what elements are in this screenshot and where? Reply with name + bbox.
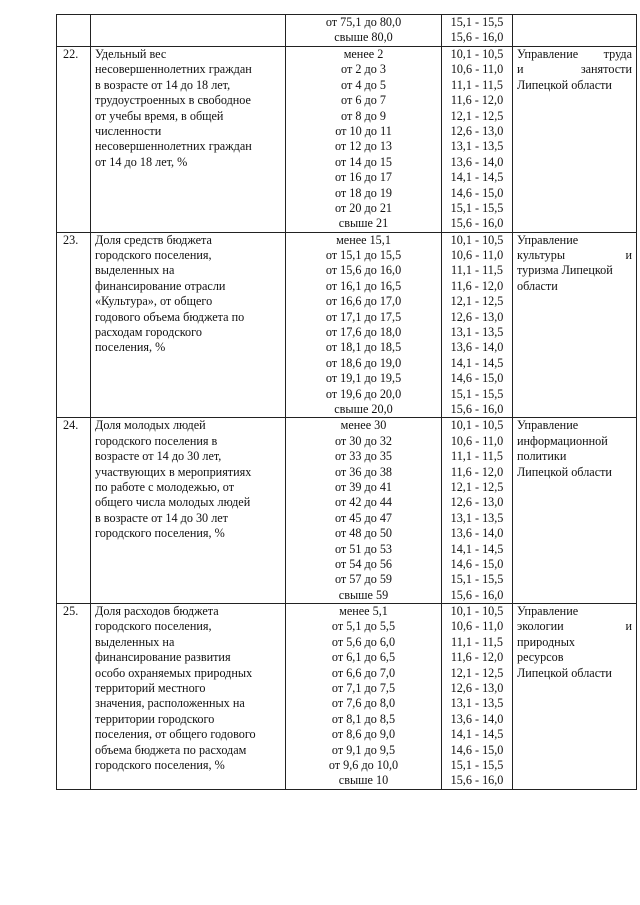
range-value: свыше 10 — [338, 773, 389, 788]
range-value: от 12 до 13 — [334, 139, 393, 154]
responsible-cell — [513, 604, 637, 790]
range-value: от 18,6 до 19,0 — [325, 355, 402, 370]
responsible-line — [517, 279, 632, 294]
indicator-name-line: несовершеннолетних граждан — [95, 62, 252, 77]
criteria-table-body — [57, 15, 637, 790]
responsible-text: области — [517, 278, 558, 293]
name-cell — [91, 418, 286, 604]
range-value: свыше 21 — [338, 216, 389, 231]
responsible-line — [517, 465, 632, 480]
range-value: менее 15,1 — [336, 232, 391, 247]
responsible-line — [517, 650, 632, 665]
range-value: менее 30 — [340, 418, 387, 433]
indicator-name-line: Доля расходов бюджета — [95, 604, 219, 619]
responsible-text: труда — [603, 47, 632, 61]
score-value: 10,1 - 10,5 — [450, 604, 504, 619]
score-value: 10,6 - 11,0 — [450, 62, 504, 77]
number-cell — [57, 418, 91, 604]
score-value: 11,1 - 11,5 — [451, 77, 503, 92]
indicator-name-line: городского поселения в — [95, 433, 218, 448]
row-number: 24. — [63, 418, 79, 433]
indicator-name-line: в возрасте от 14 до 18 лет, — [95, 77, 231, 92]
score-value: 11,6 - 12,0 — [450, 93, 504, 108]
score-value: 10,1 - 10,5 — [450, 232, 504, 247]
responsible-line — [517, 263, 632, 278]
indicator-name-line: городского поселения, — [95, 619, 212, 634]
score-cell — [442, 418, 513, 604]
score-cell — [442, 15, 513, 47]
range-value: от 57 до 59 — [334, 572, 393, 587]
responsible-text: природных — [517, 634, 575, 649]
score-value: 14,1 - 14,5 — [450, 355, 504, 370]
score-value: 14,6 - 15,0 — [450, 371, 504, 386]
score-value: 13,6 - 14,0 — [450, 711, 504, 726]
score-cell — [442, 232, 513, 418]
score-value: 12,6 - 13,0 — [450, 495, 504, 510]
score-value: 11,6 - 12,0 — [450, 278, 504, 293]
responsible-line — [517, 434, 632, 449]
responsible-line — [517, 619, 632, 634]
range-value: менее 5,1 — [339, 604, 388, 619]
range-value: от 54 до 56 — [334, 556, 393, 571]
responsible-text: культуры — [517, 248, 566, 263]
responsible-text: Управление — [517, 47, 579, 61]
score-value: 13,6 - 14,0 — [450, 526, 504, 541]
indicator-name-line: несовершеннолетних граждан — [95, 139, 252, 154]
score-value: 12,1 - 12,5 — [450, 665, 504, 680]
indicator-name-line: возрасте от 14 до 30 лет, — [95, 449, 222, 464]
indicator-name-line: участвующих в мероприятиях — [95, 464, 252, 479]
range-value: от 6,1 до 6,5 — [331, 650, 396, 665]
score-value: 11,6 - 12,0 — [450, 650, 504, 665]
score-value: 15,6 - 16,0 — [450, 587, 504, 602]
range-value: от 17,1 до 17,5 — [325, 309, 402, 324]
responsible-line — [517, 248, 632, 263]
responsible-cell — [513, 47, 637, 233]
number-cell — [57, 15, 91, 47]
score-value: 12,6 - 13,0 — [450, 681, 504, 696]
responsible-text: ресурсов — [517, 650, 564, 665]
range-value: от 5,6 до 6,0 — [331, 634, 396, 649]
range-value: от 30 до 32 — [334, 433, 393, 448]
range-value: от 16,6 до 17,0 — [325, 294, 402, 309]
score-value: 13,1 - 13,5 — [450, 325, 504, 340]
range-value: от 39 до 41 — [334, 479, 393, 494]
number-cell — [57, 47, 91, 233]
range-value: от 15,1 до 15,5 — [325, 248, 402, 263]
score-value: 12,6 - 13,0 — [450, 309, 504, 324]
range-value: от 16 до 17 — [334, 170, 393, 185]
responsible-line — [517, 635, 632, 650]
range-value: от 42 до 44 — [334, 495, 393, 510]
range-value: от 10 до 11 — [335, 123, 392, 138]
score-value: 10,6 - 11,0 — [450, 433, 504, 448]
score-value: 12,6 - 13,0 — [450, 123, 504, 138]
score-value: 10,6 - 11,0 — [450, 248, 504, 263]
responsible-text: и — [517, 62, 524, 77]
indicator-name-line: от учебы время, в общей — [95, 108, 224, 123]
responsible-text: информационной — [517, 433, 608, 448]
range-value: от 6 до 7 — [341, 93, 386, 108]
responsible-text: Управление — [517, 232, 579, 247]
name-cell — [91, 604, 286, 790]
indicator-name-line: городского поселения, % — [95, 526, 225, 541]
responsible-line — [517, 449, 632, 464]
range-value: от 8,6 до 9,0 — [331, 727, 396, 742]
score-cell — [442, 47, 513, 233]
score-value: 15,1 - 15,5 — [450, 386, 504, 401]
score-value: 14,6 - 15,0 — [450, 185, 504, 200]
responsible-line — [517, 78, 632, 93]
range-value: от 19,1 до 19,5 — [325, 371, 402, 386]
responsible-cell — [513, 418, 637, 604]
score-value: 10,1 - 10,5 — [450, 418, 504, 433]
range-value: от 17,6 до 18,0 — [325, 325, 402, 340]
table-row — [57, 232, 637, 418]
table-row — [57, 47, 637, 233]
score-value: 10,6 - 11,0 — [450, 619, 504, 634]
score-cell — [442, 604, 513, 790]
range-value: свыше 80,0 — [334, 30, 393, 45]
responsible-line — [517, 666, 632, 681]
score-value: 13,1 - 13,5 — [450, 139, 504, 154]
name-cell — [91, 15, 286, 47]
name-cell — [91, 232, 286, 418]
range-value: от 33 до 35 — [334, 449, 393, 464]
responsible-text: туризма Липецкой — [517, 263, 613, 278]
score-value: 15,1 - 15,5 — [450, 572, 504, 587]
range-cell — [286, 47, 442, 233]
indicator-name-line: численности — [95, 123, 162, 138]
range-value: от 36 до 38 — [334, 464, 393, 479]
indicator-name-line: значения, расположенных на — [95, 696, 245, 711]
score-value: 13,1 - 13,5 — [450, 696, 504, 711]
responsible-text: Управление — [517, 418, 579, 433]
range-value: от 8,1 до 8,5 — [331, 711, 396, 726]
indicator-name-line: от 14 до 18 лет, % — [95, 154, 188, 169]
score-value: 15,6 - 16,0 — [450, 401, 504, 416]
responsible-text: политики — [517, 449, 567, 464]
document-page — [56, 14, 637, 790]
range-value: от 75,1 до 80,0 — [325, 15, 402, 29]
indicator-name-line: выделенных на — [95, 634, 175, 649]
score-value: 10,1 - 10,5 — [450, 47, 504, 61]
responsible-cell — [513, 232, 637, 418]
indicator-name-line: финансирование отрасли — [95, 278, 226, 293]
table-row — [57, 418, 637, 604]
range-cell — [286, 418, 442, 604]
range-value: свыше 20,0 — [334, 401, 393, 416]
indicator-name-line: финансирование развития — [95, 650, 231, 665]
score-value: 11,1 - 11,5 — [451, 263, 503, 278]
indicator-name-line: трудоустроенных в свободное — [95, 93, 251, 108]
indicator-name-line: расходам городского — [95, 325, 202, 340]
responsible-text: и — [625, 619, 632, 634]
score-value: 15,6 - 16,0 — [450, 216, 504, 231]
range-value: от 14 до 15 — [334, 154, 393, 169]
indicator-name-line: Доля молодых людей — [95, 418, 206, 433]
score-value: 15,6 - 16,0 — [450, 30, 504, 45]
name-cell — [91, 47, 286, 233]
range-value: от 6,6 до 7,0 — [331, 665, 396, 680]
score-value: 11,1 - 11,5 — [451, 634, 503, 649]
score-value: 12,1 - 12,5 — [450, 294, 504, 309]
range-value: от 2 до 3 — [341, 62, 386, 77]
indicator-name-line: Удельный вес — [95, 47, 167, 61]
responsible-text: Управление — [517, 604, 579, 619]
score-value: 11,1 - 11,5 — [451, 449, 503, 464]
score-value: 11,6 - 12,0 — [450, 464, 504, 479]
criteria-table — [56, 14, 637, 790]
range-value: свыше 59 — [338, 587, 389, 602]
responsible-text: Липецкой области — [517, 665, 612, 680]
score-value: 13,6 - 14,0 — [450, 154, 504, 169]
score-value: 15,1 - 15,5 — [450, 757, 504, 772]
score-value: 15,1 - 15,5 — [450, 15, 504, 29]
responsible-text: занятости — [580, 62, 632, 77]
score-value: 14,1 - 14,5 — [450, 170, 504, 185]
indicator-name-line: в возрасте от 14 до 30 лет — [95, 510, 229, 525]
score-value: 15,1 - 15,5 — [450, 200, 504, 215]
responsible-cell — [513, 15, 637, 47]
table-row — [57, 604, 637, 790]
score-value: 14,1 - 14,5 — [450, 541, 504, 556]
score-value: 14,6 - 15,0 — [450, 742, 504, 757]
range-value: от 16,1 до 16,5 — [325, 278, 402, 293]
range-value: от 8 до 9 — [341, 108, 386, 123]
score-value: 13,6 - 14,0 — [450, 340, 504, 355]
score-value: 14,1 - 14,5 — [450, 727, 504, 742]
responsible-line — [517, 62, 632, 77]
indicator-name-line: выделенных на — [95, 263, 175, 278]
responsible-line — [517, 47, 632, 62]
range-value: от 7,6 до 8,0 — [331, 696, 396, 711]
indicator-name-line: территории городского — [95, 711, 215, 726]
table-row-continuation — [57, 15, 637, 47]
row-number: 23. — [63, 232, 79, 247]
range-value: от 51 до 53 — [334, 541, 393, 556]
range-value: от 48 до 50 — [334, 526, 393, 541]
score-value: 12,1 - 12,5 — [450, 479, 504, 494]
responsible-text: и — [625, 248, 632, 263]
range-value: от 9,6 до 10,0 — [328, 757, 399, 772]
indicator-name-line: особо охраняемых природных — [95, 665, 253, 680]
row-number: 22. — [63, 47, 79, 61]
responsible-text: Липецкой области — [517, 464, 612, 479]
range-cell — [286, 604, 442, 790]
number-cell — [57, 232, 91, 418]
range-value: от 45 до 47 — [334, 510, 393, 525]
range-value: от 20 до 21 — [334, 200, 393, 215]
indicator-name-line: Доля средств бюджета — [95, 232, 212, 247]
range-value: менее 2 — [343, 47, 384, 61]
indicator-name-line: объема бюджета по расходам — [95, 742, 247, 757]
score-value: 15,6 - 16,0 — [450, 773, 504, 788]
range-value: от 5,1 до 5,5 — [331, 619, 396, 634]
indicator-name-line: городского поселения, % — [95, 757, 225, 772]
number-cell — [57, 604, 91, 790]
row-number: 25. — [63, 604, 79, 619]
score-value: 14,6 - 15,0 — [450, 556, 504, 571]
score-value: 13,1 - 13,5 — [450, 510, 504, 525]
range-cell — [286, 232, 442, 418]
range-value: от 7,1 до 7,5 — [331, 681, 396, 696]
responsible-line — [517, 604, 632, 619]
indicator-name-line: поселения, % — [95, 340, 166, 355]
range-value: от 4 до 5 — [341, 77, 386, 92]
indicator-name-line: городского поселения, — [95, 248, 212, 263]
range-value: от 9,1 до 9,5 — [331, 742, 396, 757]
responsible-line — [517, 418, 632, 433]
indicator-name-line: по работе с молодежью, от — [95, 479, 235, 494]
indicator-name-line: годового объема бюджета по — [95, 309, 245, 324]
indicator-name-line: поселения, от общего годового — [95, 727, 256, 742]
score-value: 12,1 - 12,5 — [450, 108, 504, 123]
range-value: от 18,1 до 18,5 — [325, 340, 402, 355]
indicator-name-line: территорий местного — [95, 681, 206, 696]
range-value: от 18 до 19 — [334, 185, 393, 200]
responsible-text: экологии — [517, 619, 564, 634]
indicator-name-line: «Культура», от общего — [95, 294, 213, 309]
responsible-text: Липецкой области — [517, 77, 612, 92]
responsible-line — [517, 233, 632, 248]
indicator-name-line: общего числа молодых людей — [95, 495, 251, 510]
range-value: от 15,6 до 16,0 — [325, 263, 402, 278]
range-cell — [286, 15, 442, 47]
range-value: от 19,6 до 20,0 — [325, 386, 402, 401]
